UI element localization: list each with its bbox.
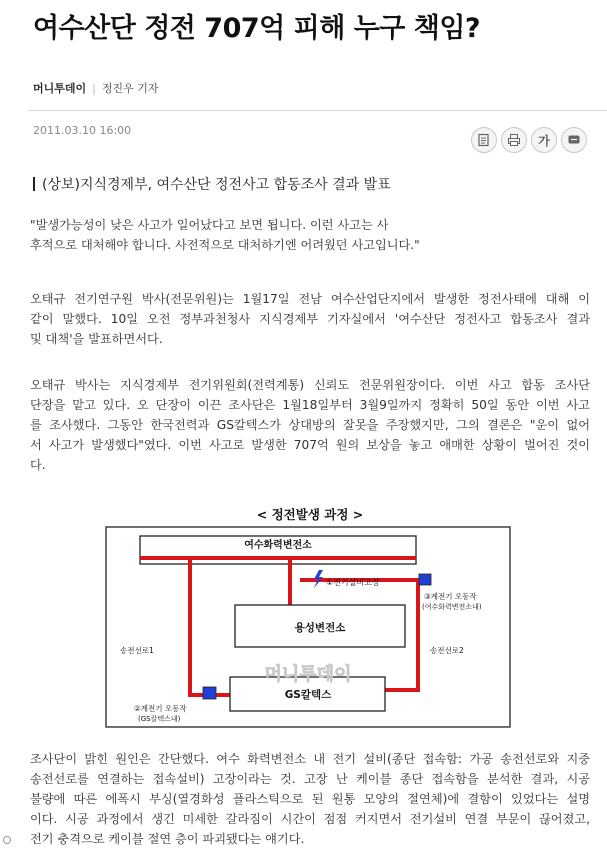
- diagram-title: < 정전발생 과정 >: [256, 507, 364, 522]
- paragraph-line: 송전선로를 연결하는 접속설비) 고장이라는 것. 고장 난 케이블 종단 접속함을 분석한 결과, 시공: [30, 772, 590, 786]
- subhead-bar: [33, 177, 35, 191]
- comment-icon: [567, 133, 581, 147]
- line-right-label: 송전선로2: [430, 646, 464, 655]
- paragraph-line: 전기 충격으로 케이블 절연 층이 파괴됐다는 얘기다.: [30, 832, 305, 846]
- paragraph-line: 불량에 따른 에폭시 부싱(열경화성 플라스틱으로 된 원통 모양의 절연체)에 결함이 있었다는 설명: [30, 792, 590, 806]
- breaker-bottom-icon: [203, 687, 216, 699]
- print-icon: [507, 133, 521, 147]
- byline-reporter[interactable]: 정진우 기자: [101, 82, 159, 95]
- list-icon: [477, 133, 491, 147]
- subhead-text: (상보)지식경제부, 여수산단 정전사고 합동조사 결과 발표: [42, 177, 391, 193]
- byline: [33, 80, 159, 96]
- outage-process-diagram: [100, 505, 520, 730]
- paragraph-1: [30, 289, 590, 349]
- breaker-bottom-label-2: (GS칼텍스내): [138, 715, 181, 723]
- paragraph-line: 이다. 시공 과정에서 생긴 미세한 갈라짐이 시간이 점점 커지면서 전기설비 연결 부문이 끊어졌고,: [30, 812, 590, 826]
- breaker-top-label-1: ③계전기 오동작: [424, 592, 477, 601]
- breaker-top-icon: [419, 574, 431, 585]
- article-toolbar: [471, 127, 587, 153]
- paragraph-line: 서 사고가 발생했다"였다. 이번 사고로 발생한 707억 원의 보상을 놓고 애매한 상황이 벌어진 것이: [30, 438, 590, 452]
- paragraph-line: 오태규 전기연구원 박사(전문위원)는 1월17일 전남 여수산업단지에서 발생한 정전사태에 대해 이: [30, 292, 590, 306]
- paragraph-2: [30, 375, 590, 475]
- paragraph-line: 단장을 맡고 있다. 오 단장이 이끈 조사단은 1월18일부터 3월9일까지 정확히 50일 동안 이번 사고: [30, 398, 590, 412]
- paragraph-3: [30, 749, 590, 849]
- scroll-indicator-icon: [3, 836, 11, 844]
- paragraph-line: 다.: [30, 458, 46, 472]
- font-size-icon: 가: [538, 133, 550, 148]
- paragraph-quote: [30, 215, 590, 255]
- list-button[interactable]: [471, 127, 497, 153]
- paragraph-line: "발생가능성이 낮은 사고가 일어났다고 보면 됩니다. 이런 사고는 사: [30, 218, 389, 232]
- breaker-top-label-2: (여수화력변전소내): [422, 603, 482, 611]
- bottom-station-label: GS칼텍스: [284, 689, 332, 701]
- fault-label: ①전기설비고장: [326, 578, 380, 587]
- paragraph-line: 및 대책'을 발표하면서다.: [30, 332, 163, 346]
- watermark-logo: 머니투데이: [264, 664, 352, 685]
- print-button[interactable]: [501, 127, 527, 153]
- header-divider: [28, 110, 607, 111]
- byline-source[interactable]: 머니투데이: [33, 82, 87, 95]
- font-size-button[interactable]: [531, 127, 557, 153]
- breaker-bottom-label-1: ②계전기 오동작: [134, 704, 187, 713]
- line-left-label: 송전선로1: [120, 646, 154, 655]
- paragraph-line: 조사단이 밝힌 원인은 간단했다. 여수 화력변전소 내 전기 설비(종단 접속함: 가공 송전선로와 지중: [30, 752, 590, 766]
- mid-station-label: 용성변전소: [294, 622, 346, 634]
- article-subheading: [33, 174, 391, 194]
- paragraph-line: 를 조사했다. 그동안 한국전력과 GS칼텍스가 상대방의 잘못을 주장했지만, 그의 결론은 "운이 없어: [30, 418, 590, 432]
- diagram-svg: [100, 505, 520, 730]
- publish-date: 2011.03.10 16:00: [33, 124, 132, 137]
- paragraph-line: 같이 말했다. 10일 오전 정부과천청사 지식경제부 기자실에서 '여수산단 정전사고 합동조사 결과: [30, 312, 590, 326]
- article-headline: 여수산단 정전 707억 피해 누구 책임?: [33, 13, 481, 44]
- paragraph-line: 오태규 박사는 지식경제부 전기위원회(전력계통) 신뢰도 전문위원장이다. 이번 사고 합동 조사단: [30, 378, 590, 392]
- byline-separator: |: [92, 82, 96, 95]
- comment-button[interactable]: [561, 127, 587, 153]
- paragraph-line: 후적으로 대처해야 합니다. 사전적으로 대처하기엔 어려웠던 사고입니다.": [30, 238, 420, 252]
- top-station-label: 여수화력변전소: [244, 540, 312, 551]
